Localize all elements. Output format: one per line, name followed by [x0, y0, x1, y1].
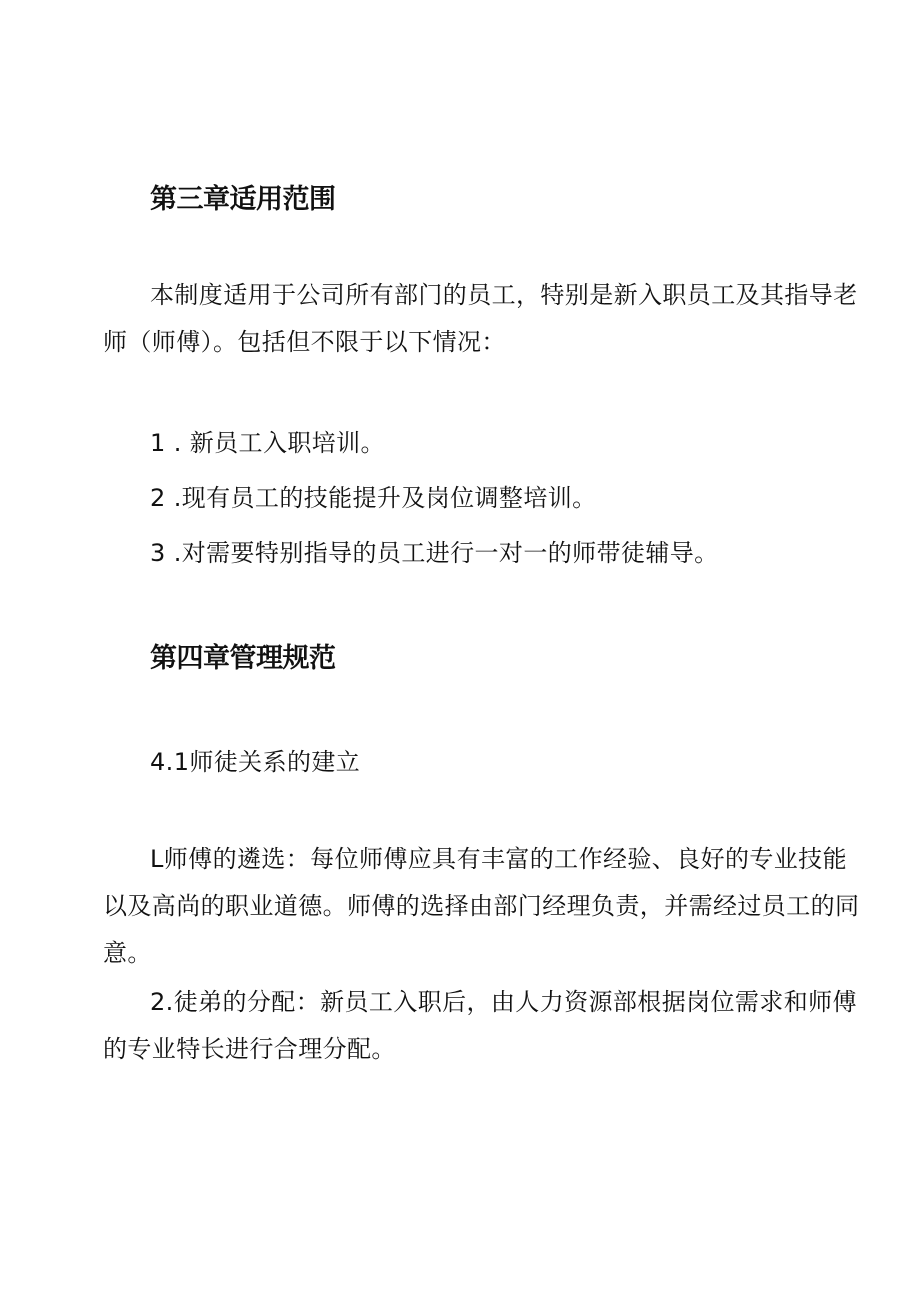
- mentor-selection-line-2: 以及高尚的职业道德。师傅的选择由部门经理负责，并需经过员工的同: [103, 892, 860, 920]
- scope-list-item-3: 3 .对需要特别指导的员工进行一对一的师带徒辅导。: [150, 539, 719, 567]
- scope-list-item-2: 2 .现有员工的技能提升及岗位调整培训。: [150, 484, 597, 512]
- chapter-4-title: 第四章管理规范: [150, 643, 336, 674]
- section-4-1-title: 4.1师徒关系的建立: [150, 748, 361, 776]
- apprentice-assignment-line-2: 的专业特长进行合理分配。: [103, 1035, 396, 1063]
- mentor-selection-line-3: 意。: [103, 939, 152, 967]
- apprentice-assignment-line-1: 2.徒弟的分配：新员工入职后，由人力资源部根据岗位需求和师傅: [150, 988, 857, 1016]
- scope-list-item-1: 1 . 新员工入职培训。: [150, 429, 385, 457]
- mentor-selection-line-1: L师傅的遴选：每位师傅应具有丰富的工作经验、良好的专业技能: [150, 845, 847, 873]
- chapter-3-intro-line-2: 师（师傅）。包括但不限于以下情况：: [103, 328, 506, 356]
- chapter-3-intro-line-1: 本制度适用于公司所有部门的员工，特别是新入职员工及其指导老: [150, 281, 858, 309]
- chapter-3-title: 第三章适用范围: [150, 184, 336, 215]
